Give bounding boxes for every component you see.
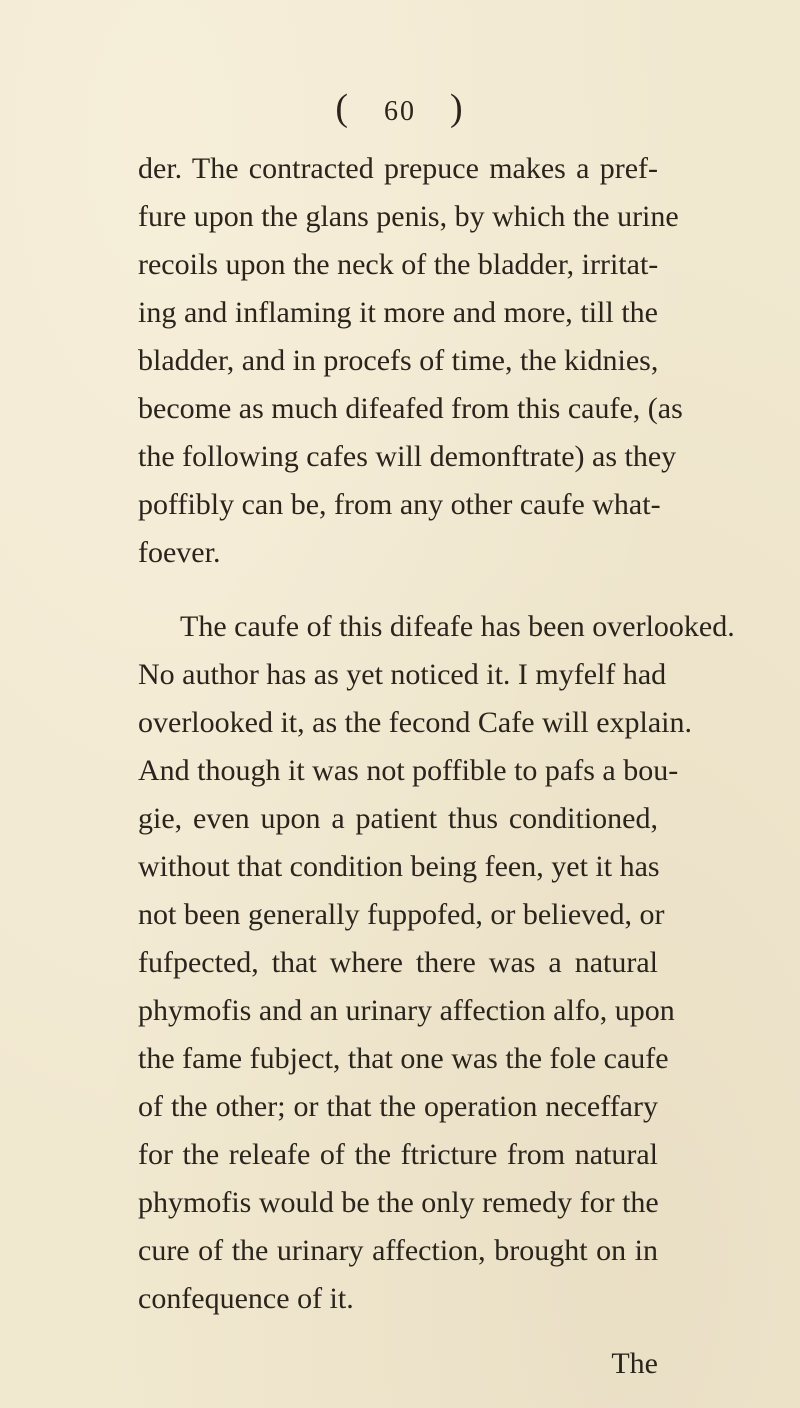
text-line: of the other; or that the operation neceffary [138, 1090, 658, 1123]
text-line: der. The contracted prepuce makes a pref- [138, 152, 658, 185]
text-line: phymofis and an urinary affection alfo, upon [138, 994, 675, 1027]
header-close-paren: ) [450, 87, 465, 129]
text-line: for the releafe of the ftricture from natural [138, 1138, 658, 1171]
text-line: And though it was not poffible to pafs a bou- [138, 754, 679, 787]
text-line: overlooked it, as the fecond Cafe will explain. [138, 706, 692, 739]
header-open-paren: ( [335, 87, 350, 129]
text-line: fufpected, that where there was a natural [138, 946, 658, 979]
text-line: recoils upon the neck of the bladder, irritat- [138, 248, 659, 281]
text-line: become as much difeafed from this caufe, (as [138, 392, 683, 425]
text-line: No author has as yet noticed it. I myfelf had [138, 658, 667, 691]
page-number: 60 [384, 96, 416, 127]
text-line: without that condition being feen, yet it has [138, 850, 660, 883]
catchword: The [611, 1347, 658, 1380]
text-line: foever. [138, 536, 221, 569]
page-header [0, 86, 800, 130]
text-line: not been generally fuppofed, or believed, or [138, 898, 665, 931]
text-line: fure upon the glans penis, by which the urine [138, 200, 679, 233]
text-line: cure of the urinary affection, brought on in [138, 1234, 658, 1267]
text-line: phymofis would be the only remedy for the [138, 1186, 659, 1219]
text-line: bladder, and in procefs of time, the kidnies, [138, 344, 659, 377]
text-line: gie, even upon a patient thus conditioned, [138, 802, 658, 835]
text-line: the following cafes will demonftrate) as they [138, 440, 677, 473]
text-line: The caufe of this difeafe has been overlooked. [180, 610, 735, 643]
text-line: confequence of it. [138, 1282, 354, 1315]
text-line: poffibly can be, from any other caufe what- [138, 488, 661, 521]
text-line: the fame fubject, that one was the fole caufe [138, 1042, 669, 1075]
text-line: ing and inflaming it more and more, till the [138, 296, 658, 329]
